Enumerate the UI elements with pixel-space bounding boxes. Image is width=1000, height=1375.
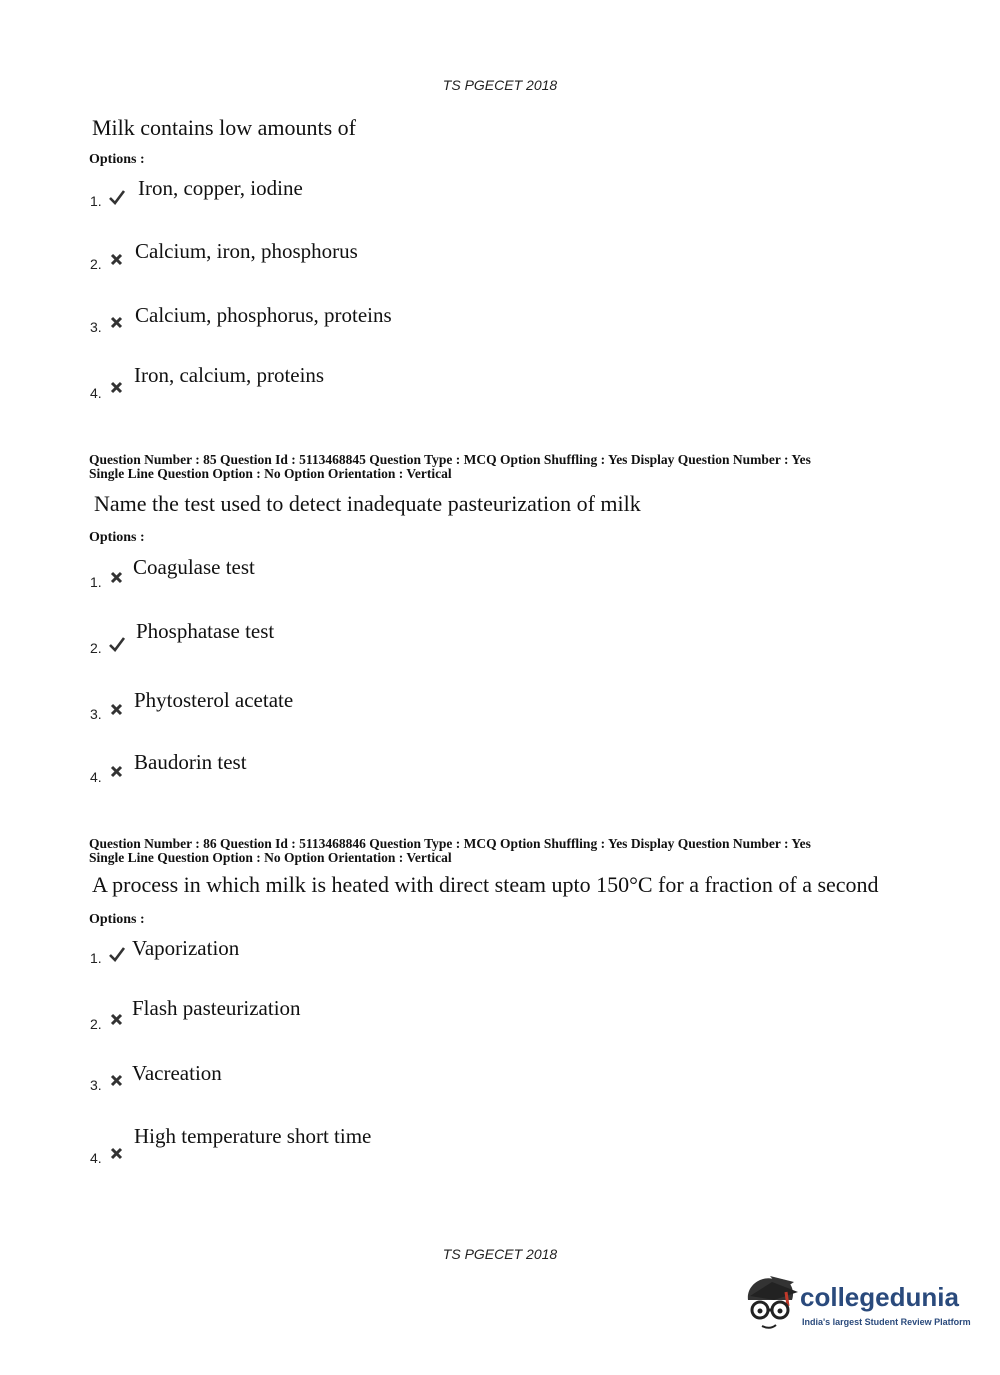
question-meta-line2: Single Line Question Option : No Option Orientation : Vertical — [89, 466, 452, 481]
mascot-icon — [742, 1270, 800, 1338]
option-number: 3. — [90, 319, 102, 335]
cross-icon — [108, 570, 126, 586]
options-label: Options : — [89, 530, 145, 545]
question-meta-line1: Question Number : 85 Question Id : 5113468845 Question Type : MCQ Option Shuffling : Yes Display Question Number : Yes — [89, 452, 811, 467]
cross-icon — [108, 1146, 126, 1162]
option-number: 1. — [90, 950, 102, 966]
question-meta-line1: Question Number : 86 Question Id : 5113468846 Question Type : MCQ Option Shuffling : Yes Display Question Number : Yes — [89, 836, 811, 851]
question-text: Milk contains low amounts of — [92, 115, 356, 140]
option-text: Coagulase test — [133, 555, 255, 579]
question-text: Name the test used to detect inadequate pasteurization of milk — [94, 491, 641, 516]
option-number: 3. — [90, 1077, 102, 1093]
cross-icon — [108, 764, 126, 780]
option-number: 4. — [90, 1150, 102, 1166]
cross-icon — [108, 702, 126, 718]
option-number: 2. — [90, 1016, 102, 1032]
option-text: Baudorin test — [134, 750, 247, 774]
page-header: TS PGECET 2018 — [442, 77, 558, 93]
option-number: 4. — [90, 769, 102, 785]
cross-icon — [108, 1073, 126, 1089]
option-number: 1. — [90, 193, 102, 209]
option-number: 2. — [90, 640, 102, 656]
option-text: Calcium, iron, phosphorus — [135, 239, 358, 263]
option-text: Vaporization — [132, 936, 240, 960]
option-text: Iron, calcium, proteins — [134, 363, 325, 387]
check-icon — [108, 189, 126, 205]
option-text: Iron, copper, iodine — [138, 176, 303, 200]
question-meta-line2: Single Line Question Option : No Option Orientation : Vertical — [89, 850, 452, 865]
check-icon — [108, 636, 126, 652]
option-number: 4. — [90, 385, 102, 401]
option-text: Flash pasteurization — [132, 996, 301, 1020]
option-text: Phosphatase test — [136, 619, 275, 643]
check-icon — [108, 946, 126, 962]
cross-icon — [108, 1012, 126, 1028]
question-text: A process in which milk is heated with direct steam upto 150°C for a fraction of a second — [92, 872, 879, 897]
page-footer: TS PGECET 2018 — [442, 1246, 558, 1262]
options-label: Options : — [89, 152, 145, 167]
options-label: Options : — [89, 912, 145, 927]
collegedunia-logo[interactable] — [742, 1270, 972, 1340]
logo-tagline: India's largest Student Review Platform — [802, 1317, 971, 1327]
option-text: Calcium, phosphorus, proteins — [135, 303, 392, 327]
option-number: 3. — [90, 706, 102, 722]
option-text: Phytosterol acetate — [134, 688, 294, 712]
cross-icon — [108, 315, 126, 331]
logo-name: collegedunia — [800, 1282, 959, 1312]
option-text: High temperature short time — [134, 1124, 372, 1148]
cross-icon — [108, 380, 126, 396]
cross-icon — [108, 252, 126, 268]
option-text: Vacreation — [132, 1061, 222, 1085]
option-number: 2. — [90, 256, 102, 272]
option-number: 1. — [90, 574, 102, 590]
